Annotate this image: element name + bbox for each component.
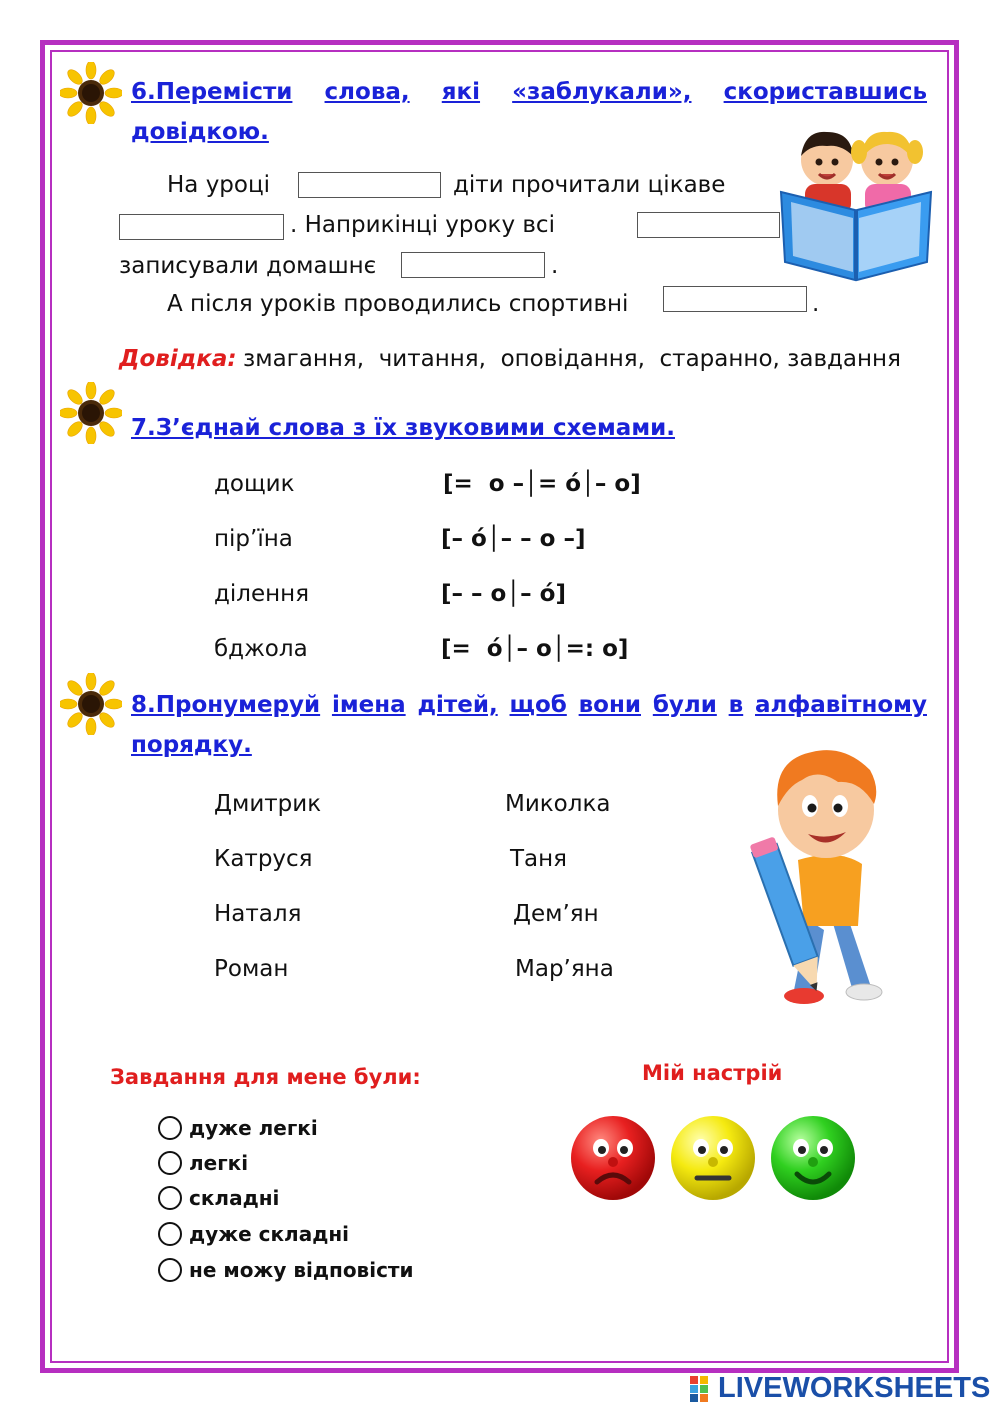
task6-sentence1-end: діти прочитали цікаве	[453, 172, 726, 198]
task8-title-word: 8.Пронумеруй	[131, 692, 321, 718]
hint-words: змагання, читання, оповідання, старанно, завдання	[243, 346, 901, 372]
difficulty-option-label: дуже складні	[189, 1222, 350, 1246]
answer-box-2[interactable]	[119, 214, 284, 240]
name-item[interactable]: Наталя	[214, 901, 302, 927]
answer-box-4[interactable]	[401, 252, 545, 278]
radio-button[interactable]	[158, 1222, 182, 1246]
difficulty-option-label: складні	[189, 1186, 280, 1210]
radio-button[interactable]	[158, 1116, 182, 1140]
happy-face-icon[interactable]	[769, 1114, 857, 1202]
name-item[interactable]: Катруся	[214, 846, 313, 872]
task7-word[interactable]: пір’їна	[214, 526, 293, 552]
answer-box-3[interactable]	[637, 212, 780, 238]
task6-sentence4-end: .	[812, 291, 820, 317]
sunflower-icon	[60, 673, 122, 735]
children-reading-illustration	[775, 122, 937, 282]
task8-title-word: були	[652, 692, 717, 718]
task6-title-line2: довідкою.	[131, 119, 269, 145]
tasks-difficulty-label: Завдання для мене були:	[110, 1065, 421, 1089]
neutral-face-icon[interactable]	[669, 1114, 757, 1202]
sunflower-icon	[60, 62, 122, 124]
task8-title-word: дітей,	[417, 692, 498, 718]
name-item[interactable]: Дем’ян	[513, 901, 599, 927]
task7-word[interactable]: бджола	[214, 636, 308, 662]
difficulty-option[interactable]	[158, 1219, 349, 1249]
name-item[interactable]: Таня	[510, 846, 568, 872]
difficulty-option-label: не можу відповісти	[189, 1258, 414, 1282]
difficulty-option-label: дуже легкі	[189, 1116, 318, 1140]
task8-title-word: імена	[331, 692, 406, 718]
task8-title-word: щоб	[509, 692, 567, 718]
difficulty-option[interactable]	[158, 1183, 279, 1213]
task7-scheme[interactable]: [– ó│– – о –]	[441, 526, 586, 552]
task6-title-word: слова,	[324, 79, 410, 105]
name-item[interactable]: Роман	[214, 956, 289, 982]
task6-sentence2: . Наприкінці уроку всі	[290, 212, 555, 238]
task7-scheme[interactable]: [= ó│– о│=: о]	[441, 636, 629, 662]
task6-sentence3-end: .	[551, 253, 559, 279]
task6-sentence3: записували домашнє	[119, 253, 377, 279]
answer-box-1[interactable]	[298, 172, 441, 198]
name-item[interactable]: Миколка	[505, 791, 611, 817]
name-item[interactable]: Дмитрик	[214, 791, 322, 817]
task6-title-word: 6.Перемісти	[131, 79, 293, 105]
answer-box-5[interactable]	[663, 286, 807, 312]
sunflower-icon	[60, 382, 122, 444]
task7-scheme[interactable]: [– – о│– ó]	[441, 581, 566, 607]
boy-with-pencil-illustration	[748, 740, 888, 1010]
task7-title: 7.З’єднай слова з їх звуковими схемами.	[131, 415, 675, 441]
difficulty-option[interactable]	[158, 1148, 248, 1178]
task7-word[interactable]: ділення	[214, 581, 310, 607]
task8-title-word: алфавітному	[755, 692, 927, 718]
liveworksheets-brand: LIVEWORKSHEETS	[718, 1372, 991, 1404]
radio-button[interactable]	[158, 1186, 182, 1210]
name-item[interactable]: Мар’яна	[515, 956, 614, 982]
mood-label: Мій настрій	[642, 1061, 783, 1085]
task6-sentence4: А після уроків проводились спортивні	[167, 291, 629, 317]
liveworksheets-logo-icon	[690, 1376, 718, 1402]
task6-title-word: «заблукали»,	[512, 79, 692, 105]
task8-title-line2: порядку.	[131, 732, 252, 758]
radio-button[interactable]	[158, 1151, 182, 1175]
difficulty-option-label: легкі	[189, 1151, 249, 1175]
task6-title-word: скориставшись	[723, 79, 927, 105]
hint-label: Довідка:	[119, 346, 237, 372]
difficulty-option[interactable]	[158, 1113, 318, 1143]
task7-scheme[interactable]: [= о –│= ó│– о]	[443, 471, 641, 497]
task8-title-word: в	[728, 692, 744, 718]
radio-button[interactable]	[158, 1258, 182, 1282]
difficulty-option[interactable]	[158, 1255, 414, 1285]
task8-title-word: вони	[578, 692, 641, 718]
task7-word[interactable]: дощик	[214, 471, 295, 497]
task6-title-word: які	[441, 79, 481, 105]
task6-sentence1-start: На уроці	[167, 172, 271, 198]
sad-face-icon[interactable]	[569, 1114, 657, 1202]
